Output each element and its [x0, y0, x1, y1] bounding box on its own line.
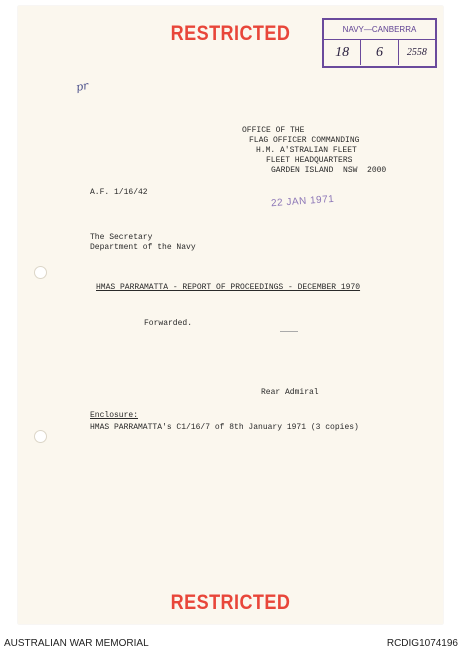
office-line: FLEET HEADQUARTERS	[266, 156, 353, 165]
addressee-line: Department of the Navy	[90, 243, 196, 252]
reference-number: A.F. 1/16/42	[90, 188, 148, 197]
classification-top: RESTRICTED	[170, 22, 291, 45]
office-line: GARDEN ISLAND NSW 2000	[271, 166, 387, 175]
punch-hole	[34, 430, 47, 443]
office-line: FLAG OFFICER COMMANDING	[249, 136, 360, 145]
registry-stamp-row	[324, 40, 435, 65]
body-text: Forwarded.	[144, 319, 193, 328]
office-line: OFFICE OF THE	[242, 126, 305, 135]
classification-bottom: RESTRICTED	[170, 591, 291, 614]
date-stamp: 22 JAN 1971	[270, 193, 335, 210]
footer-id: RCDIG1074196	[386, 638, 458, 649]
enclosure-label: Enclosure:	[90, 411, 139, 420]
handwritten-mark: pr	[74, 79, 90, 94]
punch-hole	[34, 266, 47, 279]
subject-line: HMAS PARRAMATTA - REPORT OF PROCEEDINGS - DECEMBER 1970	[96, 283, 361, 292]
footer-source: AUSTRALIAN WAR MEMORIAL	[4, 638, 149, 649]
signature-dash	[280, 331, 298, 332]
addressee-line: The Secretary	[90, 233, 153, 242]
office-line: H.M. AʹSTRALIAN FLEET	[256, 146, 357, 155]
signatory-title: Rear Admiral	[261, 388, 319, 397]
enclosure-text: HMAS PARRAMATTA's C1/16/7 of 8th January 1971 (3 copies)	[90, 423, 359, 432]
registry-stamp-cell: 6	[361, 40, 398, 65]
document-page	[18, 6, 443, 624]
registry-stamp-header: NAVY—CANBERRA	[324, 20, 435, 40]
registry-stamp-cell: 2558	[406, 47, 427, 58]
registry-stamp-cell: 18	[324, 40, 361, 65]
registry-stamp	[322, 18, 437, 68]
